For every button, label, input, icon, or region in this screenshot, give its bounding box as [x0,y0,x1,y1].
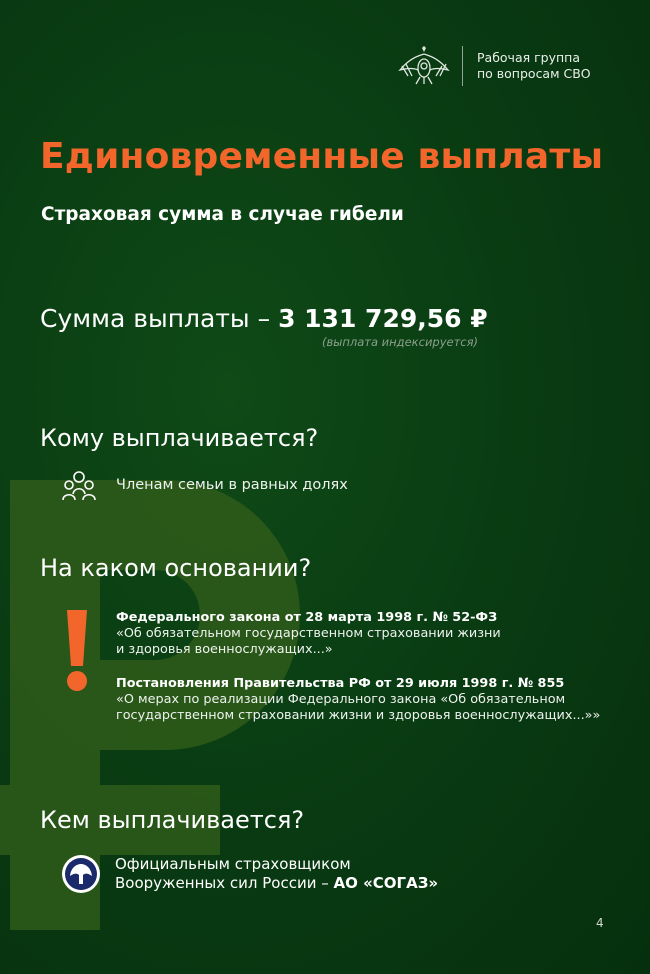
sogaz-logo-icon [61,854,101,894]
payment-note: (выплата индексируется) [322,335,479,349]
basis-item-text-line1: «Об обязательном государственном страховании жизни [116,626,501,641]
insurer-name: АО «СОГАЗ» [333,874,439,892]
basis-item-title: Постановления Правительства РФ от 29 июля 1998 г. № 855 [116,676,565,691]
payment-label: Сумма выплаты – [40,304,271,333]
who-heading: Кому выплачивается? [40,424,319,452]
who-row [60,468,348,502]
basis-item-title: Федерального закона от 28 марта 1998 г. № 52-ФЗ [116,610,498,625]
basis-item [116,610,501,658]
payer-heading: Кем выплачивается? [40,806,305,834]
payer-row [61,854,438,894]
basis-item [116,676,600,724]
payment-amount: 3 131 729,56 ₽ [278,304,488,333]
org-name-line1: Рабочая группа [477,50,580,65]
org-name-line2: по вопросам СВО [477,66,591,81]
org-name [477,50,591,82]
basis-item-text-line2: государственном страховании жизни и здоровья военнослужащих...»» [116,708,601,723]
header-divider [462,46,463,86]
payment-amount-line [40,304,488,333]
basis-item-text-line2: и здоровья военнослужащих...» [116,642,333,657]
exclamation-icon [63,610,91,692]
eagle-emblem-icon [396,46,452,86]
people-icon [60,468,98,502]
header [396,46,591,86]
page-subtitle: Страховая сумма в случае гибели [41,204,404,225]
insurer-text [115,855,438,893]
basis-heading: На каком основании? [40,554,312,582]
page-number: 4 [596,916,604,930]
insurer-line2 [115,874,438,893]
insurer-line2-prefix: Вооруженных сил России – [115,874,334,892]
basis-item-text-line1: «О мерах по реализации Федерального закона «Об обязательном [116,692,566,707]
who-text: Членам семьи в равных долях [116,477,348,493]
insurer-line1: Официальным страховщиком [115,855,351,873]
page-title: Единовременные выплаты [40,136,604,177]
